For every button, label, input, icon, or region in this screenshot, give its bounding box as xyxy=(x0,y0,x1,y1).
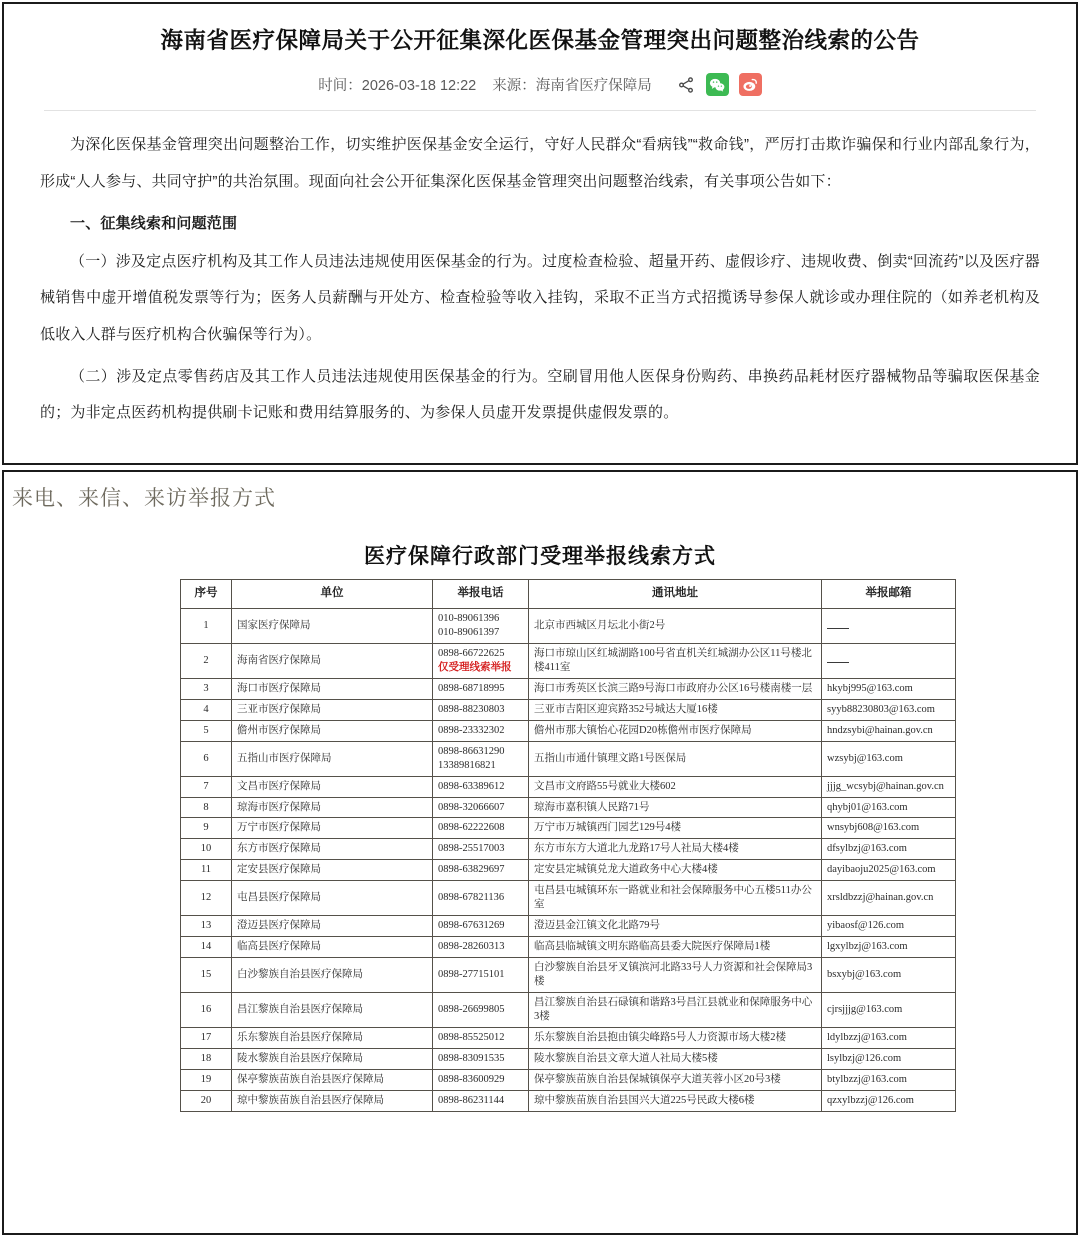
cell-organization: 陵水黎族自治县医疗保障局 xyxy=(232,1048,433,1069)
cell-address: 乐东黎族自治县抱由镇尖峰路5号人力资源市场大楼2楼 xyxy=(529,1027,822,1048)
cell-email: bsxybj@163.com xyxy=(822,958,956,993)
table-row xyxy=(181,1048,956,1069)
contacts-section-heading: 来电、来信、来访举报方式 xyxy=(12,486,276,510)
cell-address: 五指山市通什镇理文路1号医保局 xyxy=(529,741,822,776)
page-title: 海南省医疗保障局关于公开征集深化医保基金管理突出问题整治线索的公告 xyxy=(160,28,920,53)
cell-organization: 儋州市医疗保障局 xyxy=(232,720,433,741)
contacts-panel xyxy=(2,470,1078,1235)
paragraph-item-1: （一）涉及定点医疗机构及其工作人员违法违规使用医保基金的行为。过度检查检验、超量开药、虚假诊疗、违规收费、倒卖“回流药”以及医疗器械销售中虚开增值税发票等行为；医务人员薪酬与开处方、检查检验等收入挂钩，采取不正当方式招揽诱导参保人就诊或办理住院的（如养老机构及低收入人群与医疗机构合伙骗保等行为）。 xyxy=(40,253,1040,343)
cell-index: 4 xyxy=(181,699,232,720)
cell-email: wzsybj@163.com xyxy=(822,741,956,776)
table-row xyxy=(181,609,956,644)
cell-address: 保亭黎族苗族自治县保城镇保亭大道芙蓉小区20号3楼 xyxy=(529,1069,822,1090)
empty-dash xyxy=(827,662,849,664)
cell-index: 15 xyxy=(181,958,232,993)
cell-index: 7 xyxy=(181,776,232,797)
cell-organization: 定安县医疗保障局 xyxy=(232,860,433,881)
announcement-body xyxy=(4,111,1076,431)
cell-telephone: 0898-86631290 13389816821 xyxy=(433,741,529,776)
cell-email: btylbzzj@163.com xyxy=(822,1069,956,1090)
cell-organization: 乐东黎族自治县医疗保障局 xyxy=(232,1027,433,1048)
cell-telephone: 0898-25517003 xyxy=(433,839,529,860)
cell-index: 20 xyxy=(181,1090,232,1111)
cell-address: 儋州市那大镇怡心花园D20栋儋州市医疗保障局 xyxy=(529,720,822,741)
cell-email: hndzsybi@hainan.gov.cn xyxy=(822,720,956,741)
table-row xyxy=(181,720,956,741)
cell-index: 5 xyxy=(181,720,232,741)
cell-organization: 东方市医疗保障局 xyxy=(232,839,433,860)
cell-email: hkybj995@163.com xyxy=(822,678,956,699)
cell-organization: 国家医疗保障局 xyxy=(232,609,433,644)
table-row xyxy=(181,958,956,993)
article-meta xyxy=(44,73,1036,96)
announcement-panel xyxy=(2,2,1078,465)
table-row xyxy=(181,776,956,797)
cell-organization: 昌江黎族自治县医疗保障局 xyxy=(232,993,433,1028)
cell-address: 三亚市吉阳区迎宾路352号城达大厦16楼 xyxy=(529,699,822,720)
cell-telephone: 0898-83600929 xyxy=(433,1069,529,1090)
empty-dash xyxy=(827,628,849,630)
cell-email: syyb88230803@163.com xyxy=(822,699,956,720)
cell-email: qhybj01@163.com xyxy=(822,797,956,818)
cell-organization: 琼海市医疗保障局 xyxy=(232,797,433,818)
table-row xyxy=(181,860,956,881)
cell-email: jjjg_wcsybj@hainan.gov.cn xyxy=(822,776,956,797)
col-header-tel: 举报电话 xyxy=(433,580,529,609)
cell-index: 19 xyxy=(181,1069,232,1090)
table-row xyxy=(181,916,956,937)
cell-address: 东方市东方大道北九龙路17号人社局大楼4楼 xyxy=(529,839,822,860)
cell-email: cjrsjjjg@163.com xyxy=(822,993,956,1028)
cell-address: 琼海市嘉积镇人民路71号 xyxy=(529,797,822,818)
cell-address: 海口市秀英区长滨三路9号海口市政府办公区16号楼南楼一层 xyxy=(529,678,822,699)
cell-organization: 临高县医疗保障局 xyxy=(232,937,433,958)
contacts-table-body xyxy=(181,609,956,1112)
cell-address: 陵水黎族自治县文章大道人社局大楼5楼 xyxy=(529,1048,822,1069)
cell-telephone: 0898-66722625 仅受理线索举报 xyxy=(433,643,529,678)
cell-index: 18 xyxy=(181,1048,232,1069)
col-header-org: 单位 xyxy=(232,580,433,609)
share-group xyxy=(676,73,762,96)
publish-source: 来源：海南省医疗保障局 xyxy=(492,78,652,95)
cell-index: 10 xyxy=(181,839,232,860)
cell-organization: 屯昌县医疗保障局 xyxy=(232,881,433,916)
cell-address: 昌江黎族自治县石碌镇和谐路3号昌江县就业和保障服务中心3楼 xyxy=(529,993,822,1028)
cell-telephone: 0898-67631269 xyxy=(433,916,529,937)
paragraph-item-2: （二）涉及定点零售药店及其工作人员违法违规使用医保基金的行为。空刷冒用他人医保身份购药、串换药品耗材医疗器械物品等骗取医保基金的；为非定点医药机构提供刷卡记账和费用结算服务的、为参保人员虚开发票提供虚假发票的。 xyxy=(40,368,1040,422)
cell-address: 定安县定城镇兑龙大道政务中心大楼4楼 xyxy=(529,860,822,881)
cell-telephone: 0898-26699805 xyxy=(433,993,529,1028)
cell-address: 万宁市万城镇西门园艺129号4楼 xyxy=(529,818,822,839)
table-row xyxy=(181,839,956,860)
table-row xyxy=(181,937,956,958)
cell-address: 文昌市文府路55号就业大楼602 xyxy=(529,776,822,797)
cell-organization: 海南省医疗保障局 xyxy=(232,643,433,678)
cell-organization: 五指山市医疗保障局 xyxy=(232,741,433,776)
wechat-icon[interactable] xyxy=(706,73,729,96)
cell-organization: 白沙黎族自治县医疗保障局 xyxy=(232,958,433,993)
cell-telephone: 0898-83091535 xyxy=(433,1048,529,1069)
cell-address: 临高县临城镇文明东路临高县委大院医疗保障局1楼 xyxy=(529,937,822,958)
col-header-email: 举报邮箱 xyxy=(822,580,956,609)
cell-telephone: 0898-67821136 xyxy=(433,881,529,916)
cell-organization: 保亭黎族苗族自治县医疗保障局 xyxy=(232,1069,433,1090)
cell-telephone: 0898-68718995 xyxy=(433,678,529,699)
cell-address: 北京市西城区月坛北小街2号 xyxy=(529,609,822,644)
cell-telephone: 0898-23332302 xyxy=(433,720,529,741)
publish-time: 时间：2026-03-18 12:22 xyxy=(318,78,477,95)
cell-email: qzxylbzzj@126.com xyxy=(822,1090,956,1111)
cell-email: lsylbzj@126.com xyxy=(822,1048,956,1069)
table-row xyxy=(181,818,956,839)
contacts-table-wrapper xyxy=(180,579,944,1112)
cell-index: 17 xyxy=(181,1027,232,1048)
table-row xyxy=(181,1090,956,1111)
table-row xyxy=(181,741,956,776)
cell-index: 14 xyxy=(181,937,232,958)
cell-telephone: 0898-63829697 xyxy=(433,860,529,881)
cell-index: 1 xyxy=(181,609,232,644)
cell-telephone: 0898-85525012 xyxy=(433,1027,529,1048)
cell-email: ldylbzzj@163.com xyxy=(822,1027,956,1048)
contacts-table xyxy=(180,579,956,1112)
cell-email: dfsylbzj@163.com xyxy=(822,839,956,860)
cell-telephone: 0898-86231144 xyxy=(433,1090,529,1111)
cell-index: 2 xyxy=(181,643,232,678)
table-row xyxy=(181,699,956,720)
table-row xyxy=(181,1069,956,1090)
col-header-address: 通讯地址 xyxy=(529,580,822,609)
cell-organization: 琼中黎族苗族自治县医疗保障局 xyxy=(232,1090,433,1111)
contacts-table-title: 医疗保障行政部门受理举报线索方式 xyxy=(364,545,716,568)
cell-telephone: 0898-63389612 xyxy=(433,776,529,797)
cell-email xyxy=(822,643,956,678)
cell-index: 6 xyxy=(181,741,232,776)
cell-organization: 澄迈县医疗保障局 xyxy=(232,916,433,937)
cell-address: 海口市琼山区红城湖路100号省直机关红城湖办公区11号楼北楼411室 xyxy=(529,643,822,678)
cell-index: 16 xyxy=(181,993,232,1028)
cell-index: 11 xyxy=(181,860,232,881)
table-row xyxy=(181,993,956,1028)
weibo-icon[interactable] xyxy=(739,73,762,96)
cell-telephone: 0898-62222608 xyxy=(433,818,529,839)
cell-telephone: 0898-32066607 xyxy=(433,797,529,818)
table-row xyxy=(181,1027,956,1048)
cell-index: 3 xyxy=(181,678,232,699)
cell-telephone: 0898-28260313 xyxy=(433,937,529,958)
announcement-header xyxy=(4,4,1076,111)
cell-address: 澄迈县金江镇文化北路79号 xyxy=(529,916,822,937)
cell-address: 白沙黎族自治县牙叉镇滨河北路33号人力资源和社会保障局3楼 xyxy=(529,958,822,993)
cell-organization: 三亚市医疗保障局 xyxy=(232,699,433,720)
share-icon[interactable] xyxy=(676,75,696,95)
cell-email: yibaosf@126.com xyxy=(822,916,956,937)
table-row xyxy=(181,643,956,678)
cell-index: 8 xyxy=(181,797,232,818)
cell-address: 琼中黎族苗族自治县国兴大道225号民政大楼6楼 xyxy=(529,1090,822,1111)
cell-address: 屯昌县屯城镇环东一路就业和社会保障服务中心五楼511办公室 xyxy=(529,881,822,916)
table-row xyxy=(181,797,956,818)
table-header-row xyxy=(181,580,956,609)
table-row xyxy=(181,881,956,916)
cell-email: wnsybj608@163.com xyxy=(822,818,956,839)
cell-index: 9 xyxy=(181,818,232,839)
cell-telephone: 010-89061396 010-89061397 xyxy=(433,609,529,644)
cell-email: xrsldbzzj@hainan.gov.cn xyxy=(822,881,956,916)
table-row xyxy=(181,678,956,699)
cell-index: 12 xyxy=(181,881,232,916)
paragraph-section-1: 一、征集线索和问题范围 xyxy=(70,214,238,232)
cell-telephone: 0898-88230803 xyxy=(433,699,529,720)
telephone-note: 仅受理线索举报 xyxy=(438,661,512,673)
cell-email: dayibaoju2025@163.com xyxy=(822,860,956,881)
cell-telephone: 0898-27715101 xyxy=(433,958,529,993)
cell-index: 13 xyxy=(181,916,232,937)
cell-email: lgxylbzj@163.com xyxy=(822,937,956,958)
cell-organization: 文昌市医疗保障局 xyxy=(232,776,433,797)
paragraph-intro: 为深化医保基金管理突出问题整治工作，切实维护医保基金安全运行，守好人民群众“看病钱”“救命钱”，严厉打击欺诈骗保和行业内部乱象行为，形成“人人参与、共同守护”的共治氛围。现面向社会公开征集深化医保基金管理突出问题整治线索，有关事项公告如下： xyxy=(40,136,1040,190)
col-header-index: 序号 xyxy=(181,580,232,609)
cell-organization: 海口市医疗保障局 xyxy=(232,678,433,699)
cell-email xyxy=(822,609,956,644)
cell-organization: 万宁市医疗保障局 xyxy=(232,818,433,839)
